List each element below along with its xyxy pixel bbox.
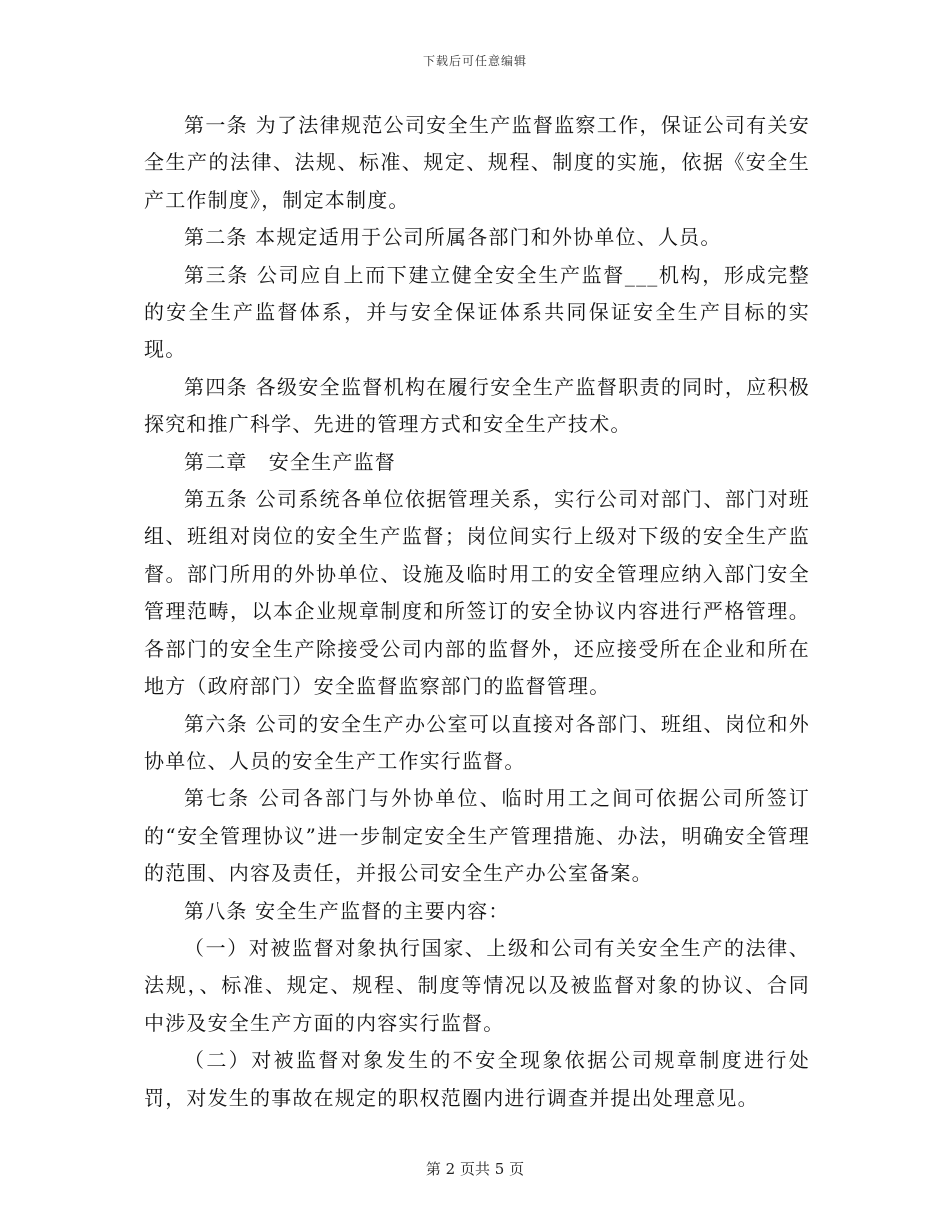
article-3: 第三条 公司应自上而下建立健全安全生产监督___机构，形成完整的安全生产监督体系，并与安全保证体系共同保证安全生产目标的实现。	[144, 262, 810, 362]
article-2: 第二条 本规定适用于公司所属各部门和外协单位、人员。	[184, 225, 722, 250]
article-4: 第四条 各级安全监督机构在履行安全生产监督职责的同时，应积极探究和推广科学、先进的管理方式和安全生产技术。	[144, 374, 810, 437]
chapter-heading: 第二章 安全生产监督	[184, 449, 396, 474]
article-5: 第五条 公司系统各单位依据管理关系，实行公司对部门、部门对班组、班组对岗位的安全生产监督；岗位间实行上级对下级的安全生产监督。部门所用的外协单位、设施及临时用工的安全管理应纳入部门安全管理范畴，以本企业规章制度和所签订的安全协议内容进行严格管理。各部门的安全生产除接受公司内部的监督外，还应接受所在企业和所在地方（政府部门）安全监督监察部门的监督管理。	[144, 487, 810, 699]
page-header: 下载后可任意编辑	[422, 54, 527, 68]
article-7: 第七条 公司各部门与外协单位、临时用工之间可依据公司所签订的“安全管理协议”进一步制定安全生产管理措施、办法，明确安全管理的范围、内容及责任，并报公司安全生产办公室备案。	[144, 786, 810, 886]
article-1: 第一条 为了法律规范公司安全生产监督监察工作，保证公司有关安全生产的法律、法规、标准、规定、规程、制度的实施，依据《安全生产工作制度》，制定本制度。	[144, 113, 810, 212]
article-8: 第八条 安全生产监督的主要内容：	[184, 898, 510, 923]
page-number: 第 2 页共 5 页	[425, 1160, 525, 1178]
article-6: 第六条 公司的安全生产办公室可以直接对各部门、班组、岗位和外协单位、人员的安全生产工作实行监督。	[144, 711, 810, 773]
article-8-item-2: （二）对被监督对象发生的不安全现象依据公司规章制度进行处罚，对发生的事故在规定的职权范圈内进行调查并提出处理意见。	[144, 1048, 810, 1110]
document-body	[144, 107, 810, 1117]
article-8-item-1: （一）对被监督对象执行国家、上级和公司有关安全生产的法律、法规，、标准、规定、规程、制度等情况以及被监督对象的协议、合同中涉及安全生产方面的内容实行监督。	[144, 935, 810, 1035]
